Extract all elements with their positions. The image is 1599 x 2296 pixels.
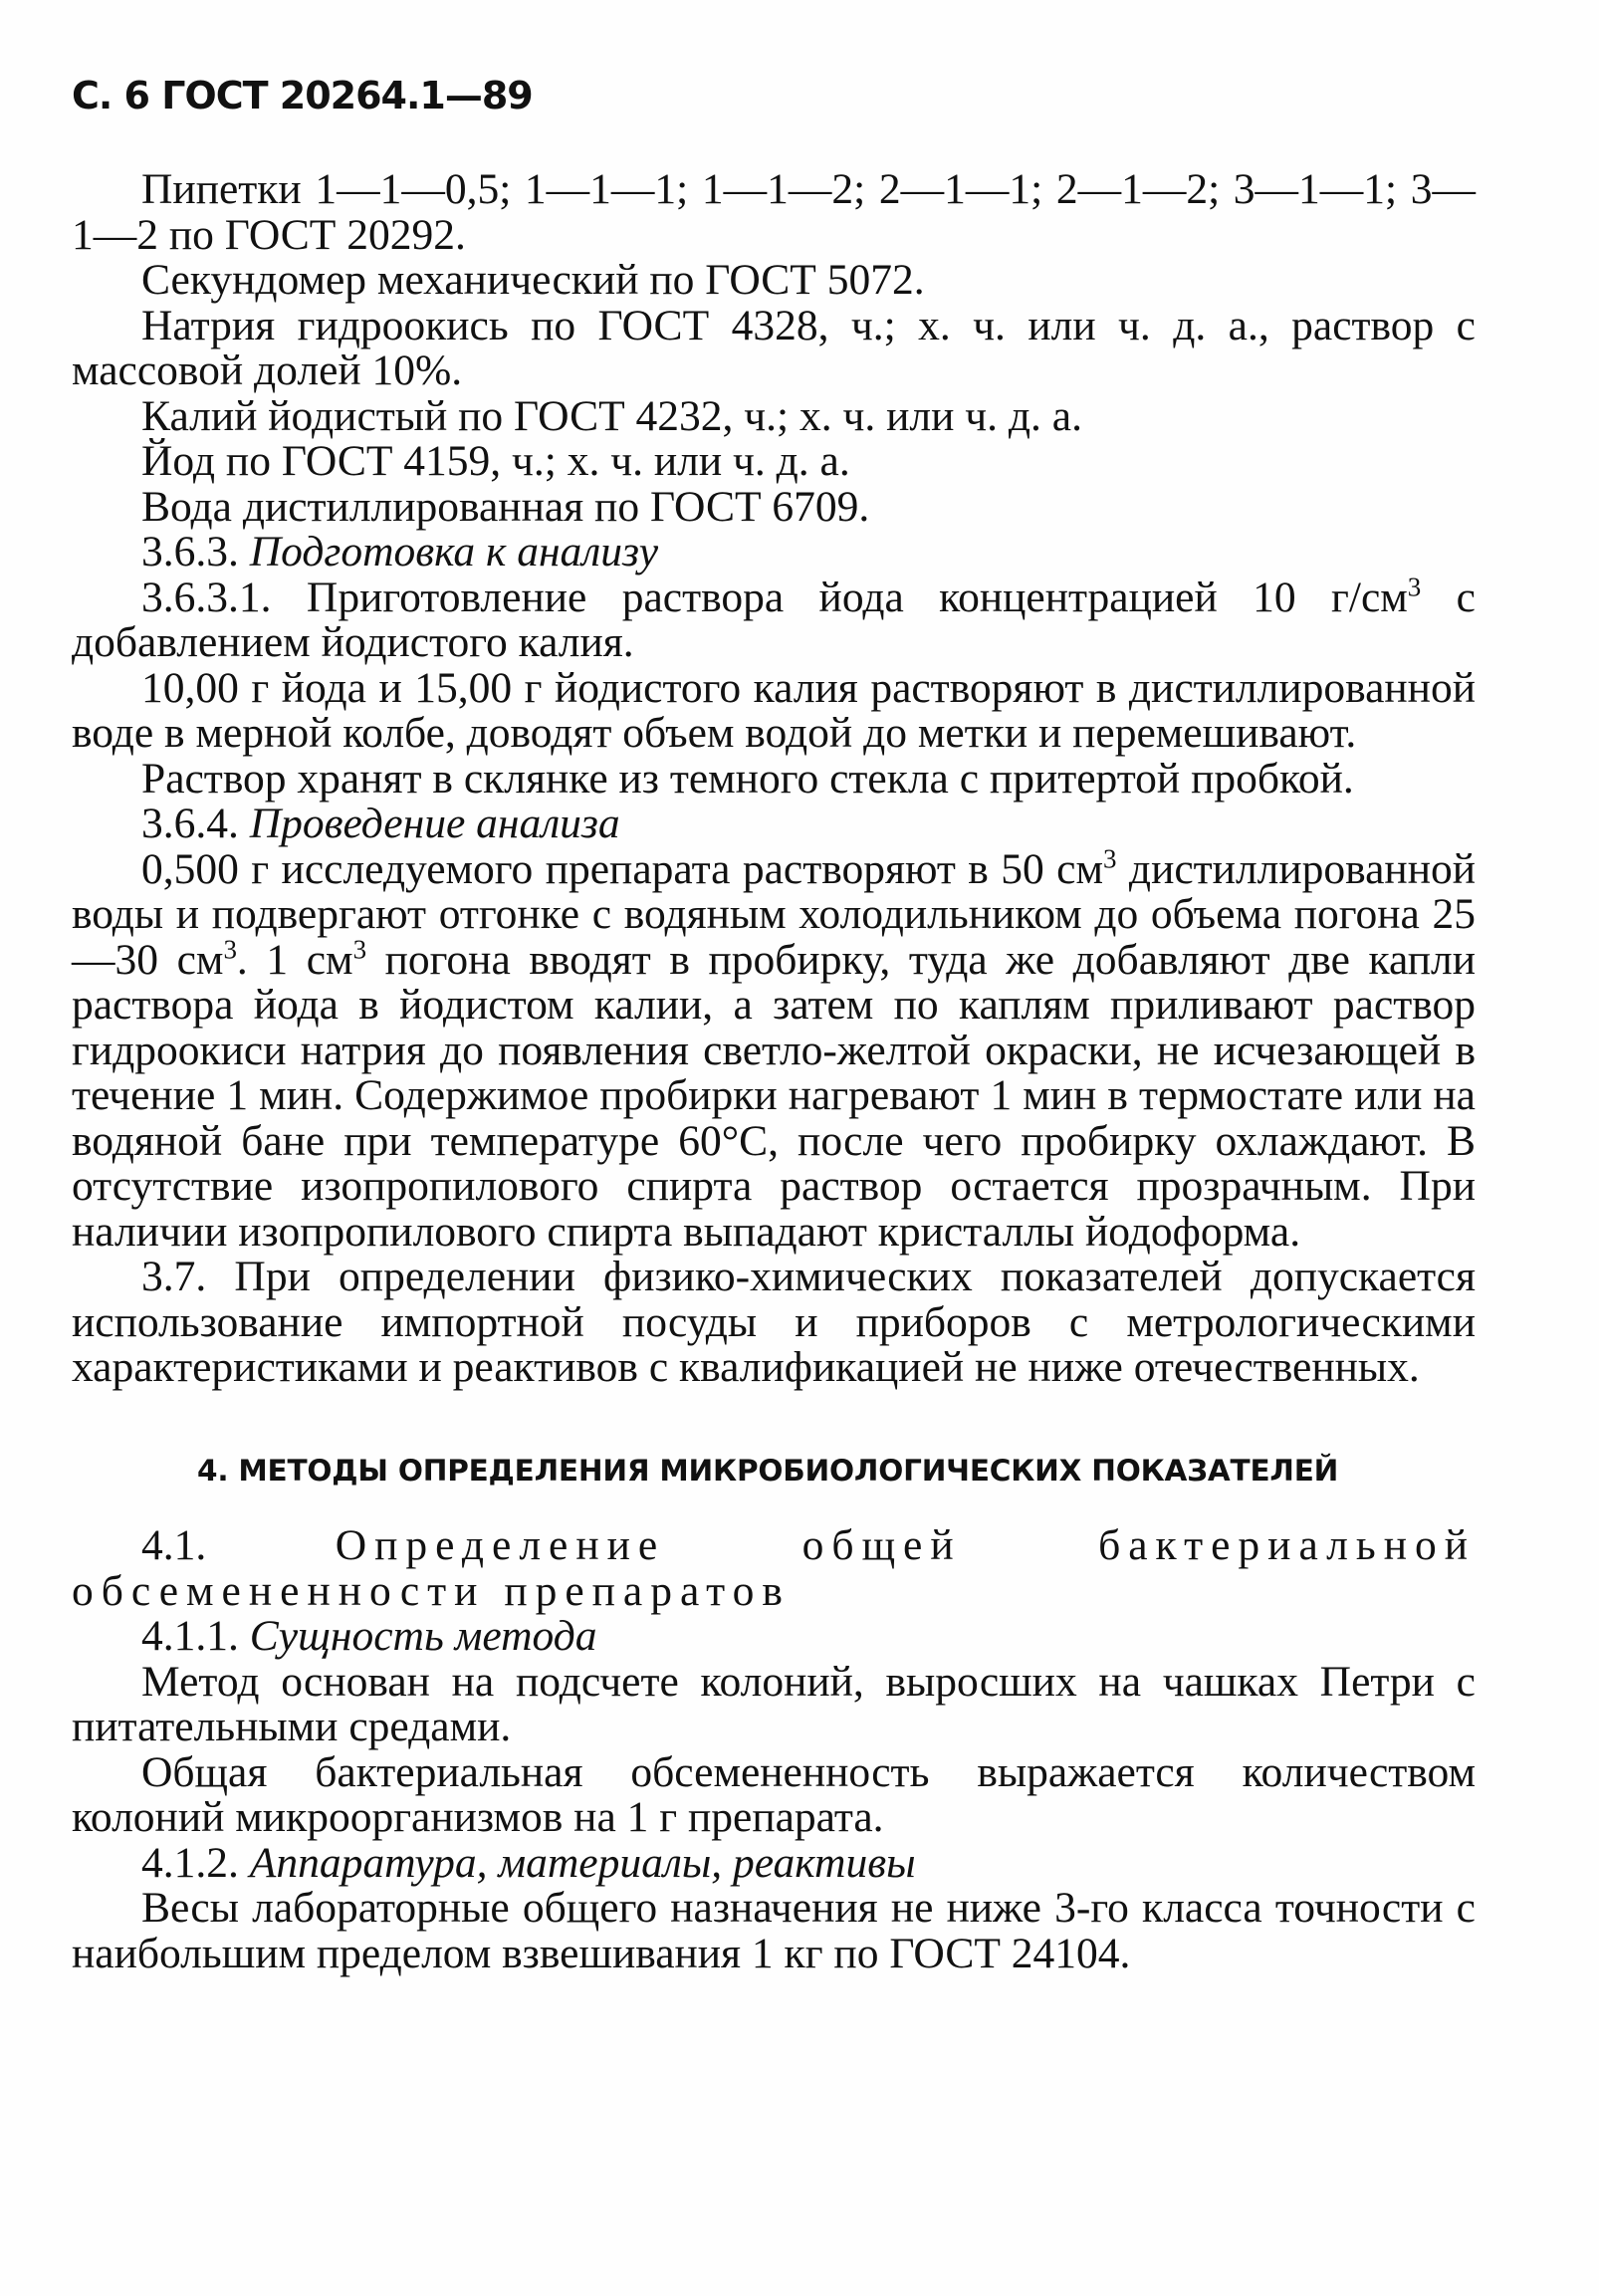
subsection-number: 4.1.1. xyxy=(141,1612,239,1660)
subsection-number: 3.6.3.1. xyxy=(141,573,272,621)
paragraph-storage: Раствор хранят в склянке из темного стекла с притертой пробкой. xyxy=(141,754,1354,803)
subsection-text-continued: с добавлением йодистого калия. xyxy=(72,573,1476,666)
document-body xyxy=(72,167,1476,1976)
subsection-number: 4.1. xyxy=(141,1521,207,1569)
subsection-title: Подготовка к анализу xyxy=(249,528,659,575)
superscript: 3 xyxy=(1103,843,1117,873)
analysis-text-1: 0,500 г исследуемого препарата растворяют в 50 см xyxy=(141,844,1104,893)
paragraph-contamination: Общая бактериальная обсемененность выражается количеством колоний микроорганизмов на 1 г препарата. xyxy=(72,1747,1476,1841)
subsection-4-1-1 xyxy=(72,1614,1476,1660)
subsection-4-1 xyxy=(72,1523,1476,1614)
paragraph-method: Метод основан на подсчете колоний, выросших на чашках Петри с питательными средами. xyxy=(72,1657,1476,1750)
subsection-number: 3.6.4. xyxy=(141,800,239,847)
paragraph-3-7: 3.7. При определении физико-химических показателей допускается использование импортной посуды и приборов с метрологическими характеристиками и реактивов с квалификацией не ниже отечественных. xyxy=(72,1253,1476,1391)
paragraph-stopwatch: Секундомер механический по ГОСТ 5072. xyxy=(141,256,925,304)
subsection-title: Определение общей бактериальной обсемененности препаратов xyxy=(72,1521,1476,1615)
superscript: 3 xyxy=(1407,572,1422,601)
subsection-number: 4.1.2. xyxy=(141,1838,239,1887)
superscript: 3 xyxy=(223,934,237,964)
subsection-4-1-2 xyxy=(72,1838,1476,1887)
analysis-text-3: . 1 см xyxy=(236,935,353,984)
subsection-3-6-3 xyxy=(72,530,1476,575)
paragraph-scales: Весы лабораторные общего назначения не ниже 3-го класса точности с наибольшим пределом взвешивания 1 кг по ГОСТ 24104. xyxy=(72,1884,1476,1977)
subsection-title: Проведение анализа xyxy=(249,800,620,847)
subsection-title: Аппаратура, материалы, реактивы xyxy=(249,1838,916,1887)
paragraph-pipettes: Пипетки 1—1—0,5; 1—1—1; 1—1—2; 2—1—1; 2—1—2; 3—1—1; 3—1—2 по ГОСТ 20292. xyxy=(72,165,1476,259)
paragraph-iodine: Йод по ГОСТ 4159, ч.; х. ч. или ч. д. а. xyxy=(141,437,850,485)
subsection-3-6-3-1 xyxy=(72,572,1476,666)
subsection-number: 3.6.3. xyxy=(141,528,239,575)
subsection-3-6-4 xyxy=(72,802,1476,847)
section-4-heading: 4. МЕТОДЫ ОПРЕДЕЛЕНИЯ МИКРОБИОЛОГИЧЕСКИХ ПОКАЗАТЕЛЕЙ xyxy=(197,1453,1339,1488)
paragraph-potassium-iodide: Калий йодистый по ГОСТ 4232, ч.; х. ч. или ч. д. а. xyxy=(141,391,1082,440)
subsection-title: Сущность метода xyxy=(249,1612,597,1660)
page-header: С. 6 ГОСТ 20264.1—89 xyxy=(72,74,533,117)
subsection-text: Приготовление раствора йода концентрацией 10 г/см xyxy=(306,573,1408,621)
paragraph-sodium-hydroxide: Натрия гидроокись по ГОСТ 4328, ч.; х. ч. или ч. д. а., раствор с массовой долей 10%. xyxy=(72,301,1476,394)
paragraph-analysis xyxy=(72,843,1476,1256)
paragraph-distilled-water: Вода дистиллированная по ГОСТ 6709. xyxy=(141,482,870,531)
analysis-text-2: дистиллированной воды и подвергают отгонке с водяным холодильником до объема погона 25—30 см xyxy=(72,844,1476,984)
analysis-text-4: погона вводят в пробирку, туда же добавляют две капли раствора йода в йодистом калии, а затем по каплям приливают раствор гидроокиси натрия до появления светло-желтой окраски, не исчезающей в течение 1 мин. Содержимое пробирки нагревают 1 мин в термостате или на водяной бане при температуре 60°С, после чего пробирку охлаждают. В отсутствие изопропилового спирта раствор остается прозрачным. При наличии изопропилового спирта выпадают кристаллы йодоформа. xyxy=(72,935,1476,1256)
paragraph-iodine-preparation: 10,00 г йода и 15,00 г йодистого калия растворяют в дистиллированной воде в мерной колбе, доводят объем водой до метки и перемешивают. xyxy=(72,663,1476,757)
superscript: 3 xyxy=(352,934,367,964)
